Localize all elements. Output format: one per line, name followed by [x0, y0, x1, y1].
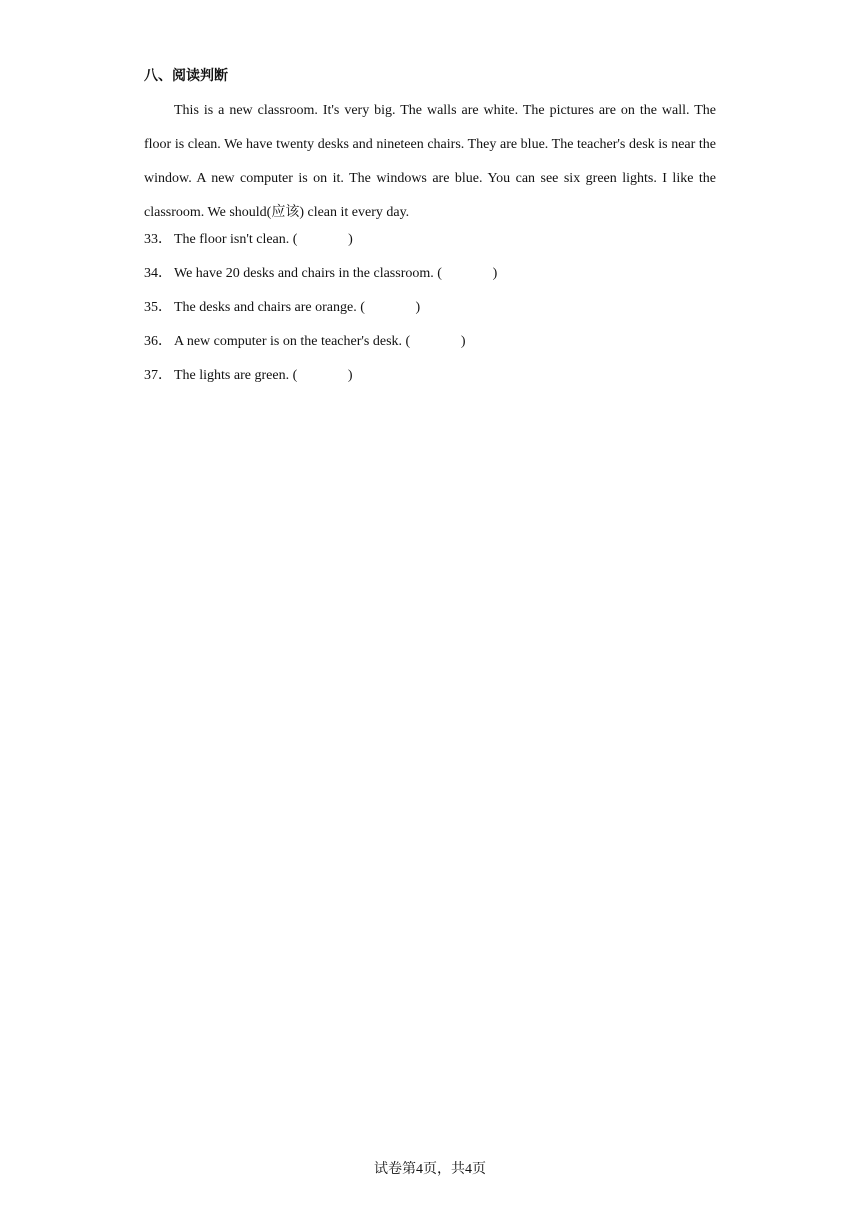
question-item	[144, 332, 716, 366]
answer-close-paren: )	[492, 266, 498, 281]
question-text: The desks and chairs are orange.	[174, 300, 361, 315]
answer-blank[interactable]	[293, 230, 353, 250]
answer-open-paren: (	[437, 266, 442, 281]
question-item	[144, 264, 716, 298]
page-footer: 试卷第4页，共4页	[374, 1162, 486, 1177]
question-number: 36．	[144, 334, 172, 349]
answer-close-paren: )	[347, 368, 353, 383]
answer-blank[interactable]	[406, 332, 466, 352]
answer-blank[interactable]	[293, 366, 353, 386]
question-item	[144, 298, 716, 332]
question-number: 34．	[144, 266, 172, 281]
question-text: We have 20 desks and chairs in the classroom.	[174, 266, 438, 281]
answer-close-paren: )	[415, 300, 421, 315]
question-number: 35．	[144, 300, 172, 315]
answer-open-paren: (	[360, 300, 365, 315]
section-heading: 八、阅读判断	[144, 68, 228, 84]
question-item	[144, 366, 716, 400]
answer-close-paren: )	[460, 334, 466, 349]
reading-passage: This is a new classroom. It's very big. The walls are white. The pictures are on the wall. The floor is clean. We have twenty desks and nineteen chairs. They are blue. The teacher's desk is near the window. A new computer is on it. The windows are blue. You can see six green lights. I like the classroom. We should(应该) clean it every day.	[144, 103, 716, 220]
answer-blank[interactable]	[437, 264, 497, 284]
question-list	[144, 230, 716, 400]
answer-open-paren: (	[405, 334, 411, 349]
answer-open-paren: (	[292, 368, 298, 383]
question-number: 33．	[144, 232, 172, 247]
question-text: The floor isn't clean.	[174, 232, 293, 247]
answer-blank[interactable]	[360, 298, 420, 318]
question-text: A new computer is on the teacher's desk.	[174, 334, 406, 349]
answer-close-paren: )	[348, 232, 353, 247]
answer-open-paren: (	[292, 232, 298, 247]
question-item	[144, 230, 716, 264]
question-number: 37．	[144, 368, 172, 383]
question-text: The lights are green.	[174, 368, 293, 383]
